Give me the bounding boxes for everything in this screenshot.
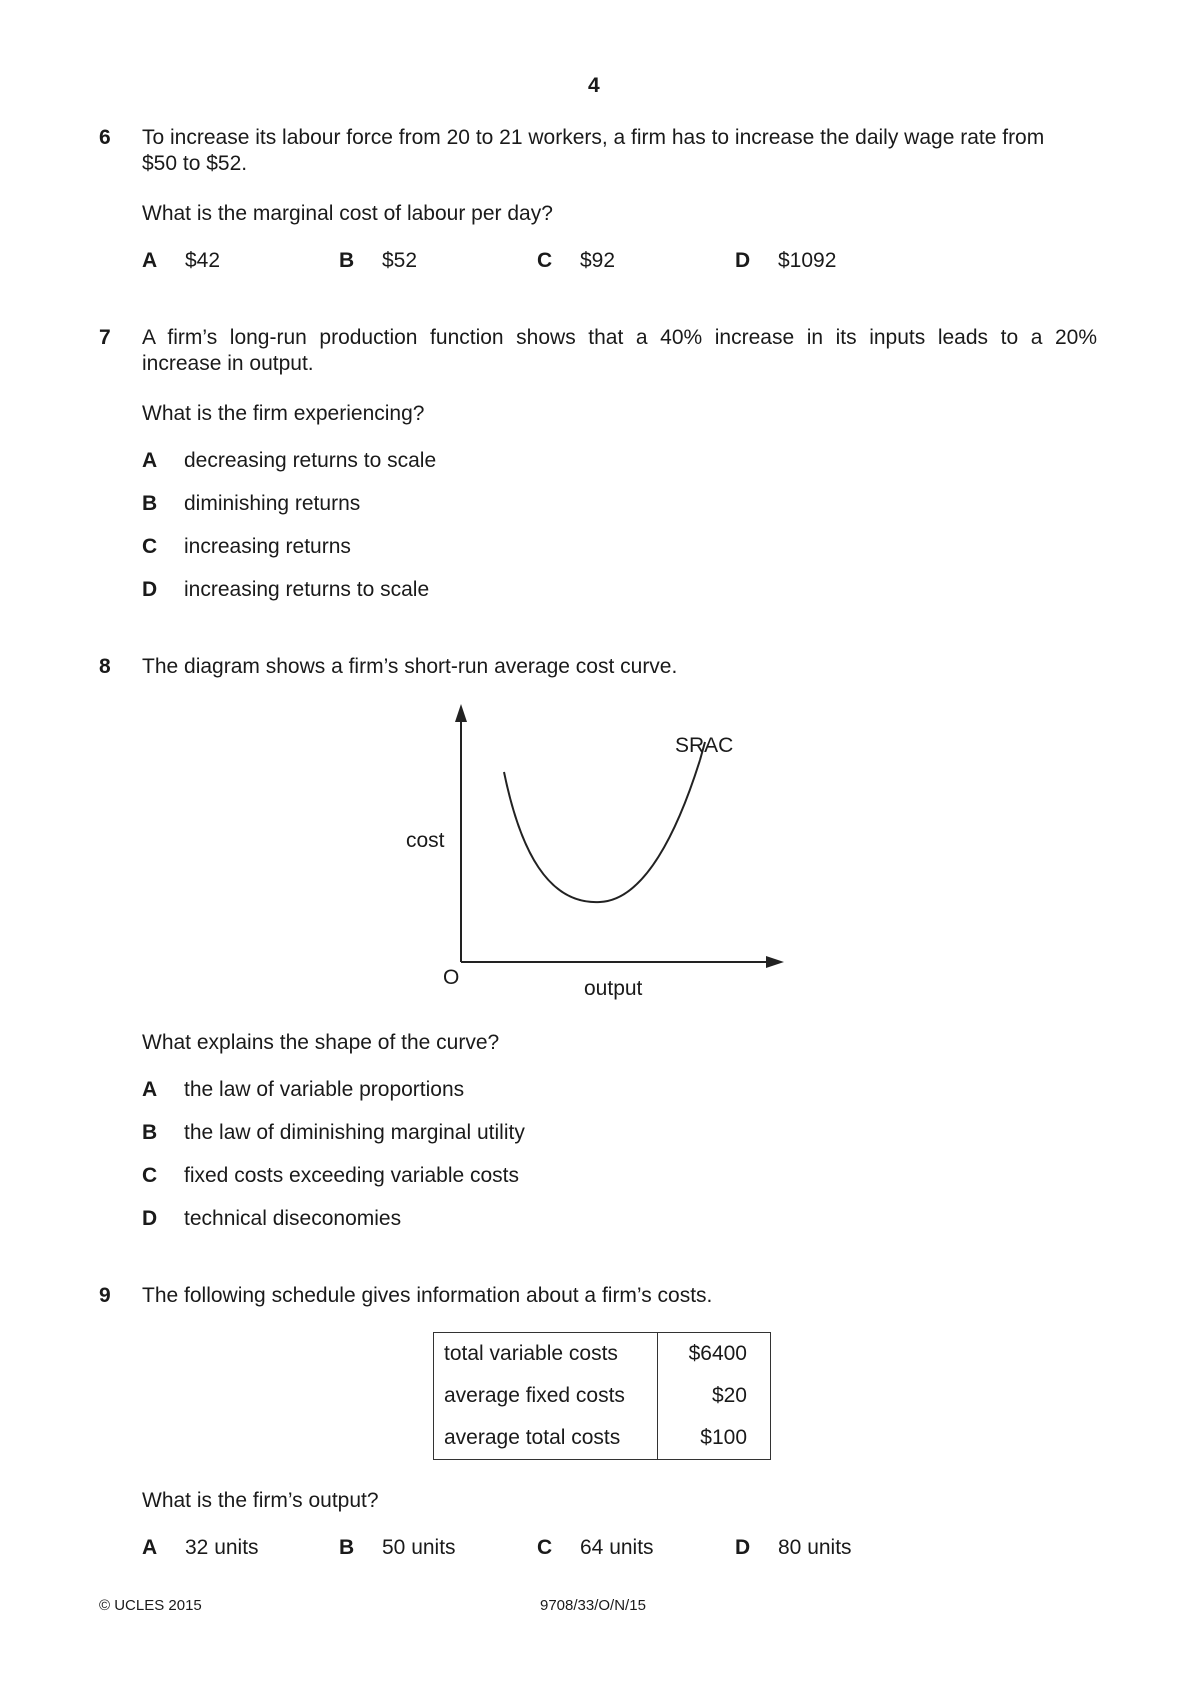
option-letter: C	[537, 249, 553, 272]
page-number: 4	[588, 74, 600, 97]
y-axis-arrowhead	[455, 704, 467, 722]
option-letter: C	[142, 535, 158, 558]
question-8-number: 8	[99, 655, 111, 678]
origin-label: O	[443, 966, 460, 989]
question-6-stem-line2: $50 to $52.	[142, 152, 248, 175]
option-text: $1092	[778, 249, 837, 272]
option-letter: A	[142, 449, 158, 472]
option-text: increasing returns	[184, 535, 351, 558]
option-letter: B	[142, 1121, 158, 1144]
curve-label: SRAC	[675, 734, 734, 757]
question-6-number: 6	[99, 126, 111, 149]
option-letter: B	[339, 1536, 355, 1559]
option-letter: C	[537, 1536, 553, 1559]
option-text: the law of diminishing marginal utility	[184, 1121, 525, 1144]
schedule-label: average total costs	[434, 1417, 658, 1460]
question-7-stem-line1: A firm’s long-run production function shows that a 40% increase in its inputs leads to a 20%	[142, 326, 1097, 349]
option-text: 64 units	[580, 1536, 654, 1559]
schedule-label: total variable costs	[434, 1333, 658, 1376]
option-text: 50 units	[382, 1536, 456, 1559]
option-text: 80 units	[778, 1536, 852, 1559]
question-8-prompt: What explains the shape of the curve?	[142, 1031, 500, 1054]
option-text: increasing returns to scale	[184, 578, 430, 601]
question-6-stem-line1: To increase its labour force from 20 to 21 workers, a firm has to increase the daily wage rate from	[142, 126, 1045, 149]
question-7-stem-line2: increase in output.	[142, 352, 314, 375]
footer-paper-code: 9708/33/O/N/15	[540, 1597, 646, 1614]
question-9-stem: The following schedule gives information about a firm’s costs.	[142, 1284, 713, 1307]
question-8-stem: The diagram shows a firm’s short-run average cost curve.	[142, 655, 678, 678]
option-text: $42	[185, 249, 221, 272]
option-text: decreasing returns to scale	[184, 449, 437, 472]
option-letter: A	[142, 249, 158, 272]
schedule-value: $6400	[688, 1342, 747, 1365]
table-row	[434, 1417, 771, 1460]
x-axis-arrowhead	[766, 956, 784, 968]
option-letter: A	[142, 1536, 158, 1559]
question-9-number: 9	[99, 1284, 111, 1307]
option-text: fixed costs exceeding variable costs	[184, 1164, 520, 1187]
option-letter: D	[735, 249, 751, 272]
option-text: technical diseconomies	[184, 1207, 402, 1230]
option-letter: A	[142, 1078, 158, 1101]
option-text: 32 units	[185, 1536, 259, 1559]
question-7-prompt: What is the firm experiencing?	[142, 402, 425, 425]
table-row	[434, 1333, 771, 1376]
question-7-number: 7	[99, 326, 111, 349]
question-6-prompt: What is the marginal cost of labour per day?	[142, 202, 553, 225]
schedule-value: $100	[700, 1426, 747, 1449]
option-letter: C	[142, 1164, 158, 1187]
schedule-value: $20	[711, 1384, 747, 1407]
option-text: the law of variable proportions	[184, 1078, 465, 1101]
srac-curve	[504, 760, 700, 902]
option-letter: D	[735, 1536, 751, 1559]
option-letter: B	[339, 249, 355, 272]
footer-copyright: © UCLES 2015	[99, 1597, 202, 1614]
option-letter: D	[142, 578, 158, 601]
option-letter: B	[142, 492, 158, 515]
table-row	[434, 1375, 771, 1417]
cost-schedule-table	[433, 1332, 771, 1460]
x-axis-label: output	[584, 977, 643, 1000]
option-text: $52	[382, 249, 418, 272]
question-9-prompt: What is the firm’s output?	[142, 1489, 379, 1512]
schedule-label: average fixed costs	[434, 1375, 658, 1417]
option-letter: D	[142, 1207, 158, 1230]
option-text: diminishing returns	[184, 492, 361, 515]
option-text: $92	[580, 249, 616, 272]
y-axis-label: cost	[406, 829, 445, 852]
